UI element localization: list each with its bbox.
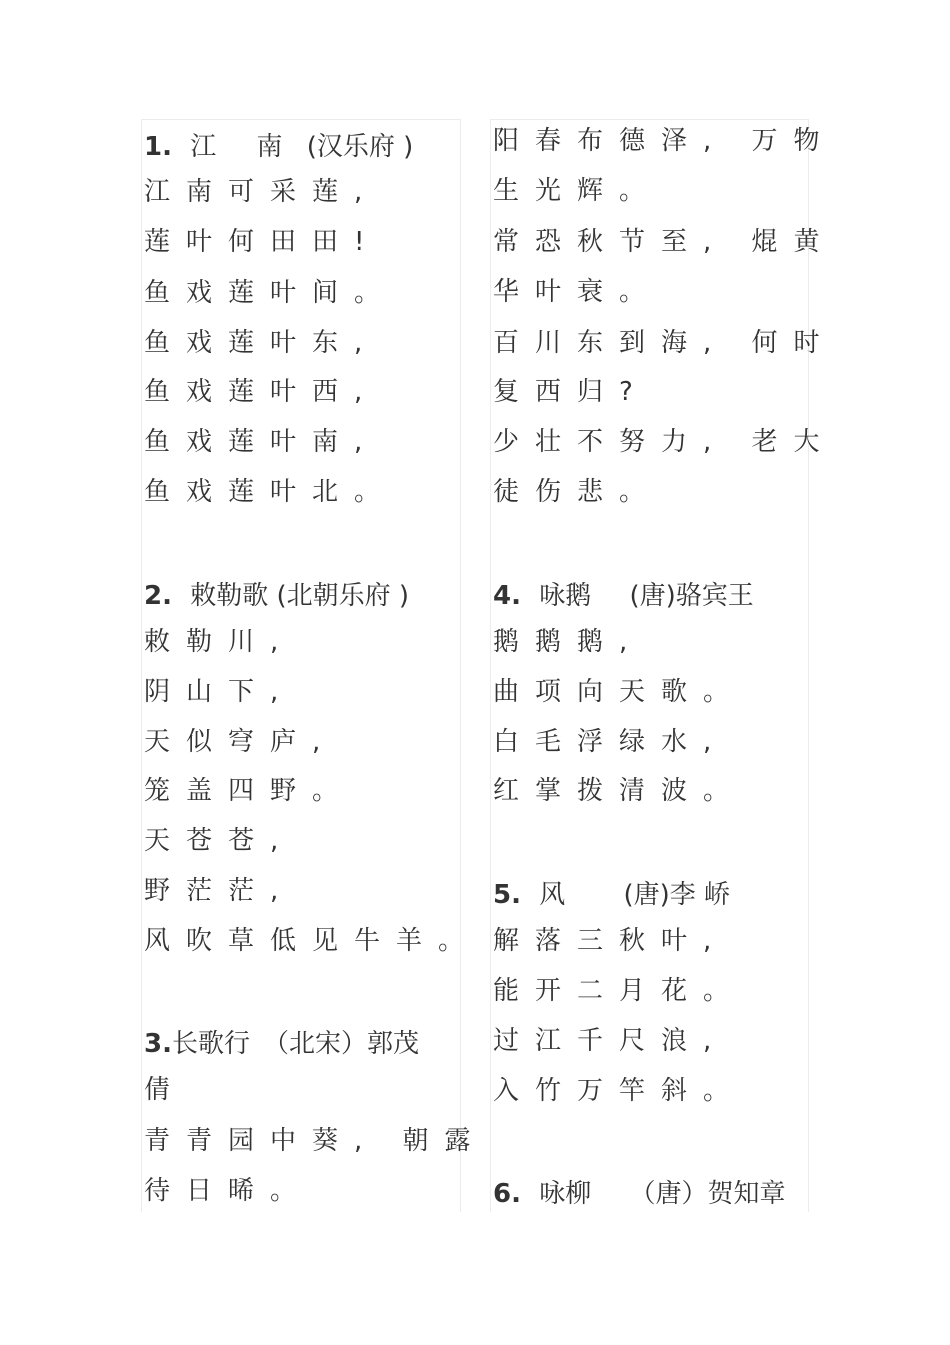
poem-number: 6.: [493, 1179, 521, 1209]
poem-line: 生光辉。: [493, 176, 662, 206]
poem-line: 鱼戏莲叶南,: [144, 427, 379, 457]
poem-line: 鹅鹅鹅,: [493, 627, 644, 657]
poem-line: 白毛浮绿水,: [493, 727, 728, 757]
poem-line: 能开二月花。: [493, 976, 746, 1006]
poem-line: 鱼戏莲叶北。: [144, 477, 397, 507]
poem-number: 4.: [493, 581, 521, 611]
poem-line: 华叶衰。: [493, 277, 662, 307]
poem-name: 敕勒歌: [190, 581, 269, 611]
poem-line: 敕勒川,: [144, 627, 295, 657]
poem-line: 解落三秋叶,: [493, 926, 728, 956]
poem-line: 风吹草低见牛羊。: [144, 926, 481, 956]
poem-name: 长歌行 （北宋）郭茂: [171, 1029, 419, 1059]
poem-name: 风: [539, 880, 566, 910]
poem-line: 莲叶何田田!: [144, 227, 381, 257]
poem-source: (唐)骆宾王: [629, 581, 754, 611]
poem-line: 红掌拨清波。: [493, 776, 746, 806]
poem-line: 常恐秋节至, 焜黄: [493, 227, 836, 257]
poem-line: 江南可采莲,: [144, 177, 379, 207]
poem-line: 阳春布德泽, 万物: [493, 126, 836, 156]
poem-line: 阴山下,: [144, 677, 295, 707]
poem-number: 2.: [144, 581, 172, 611]
poem-line: 过江千尺浪,: [493, 1026, 728, 1056]
poem-line: 待日晞。: [144, 1176, 313, 1206]
poem-title: [144, 130, 413, 164]
poem-line: 青青园中葵, 朝露: [144, 1126, 487, 1156]
poem-line: 入竹万竿斜。: [493, 1076, 746, 1106]
poem-title-wrap: 倩: [144, 1075, 171, 1105]
poem-title: [493, 1177, 786, 1211]
poem-line: 少壮不努力, 老大: [493, 427, 836, 457]
poem-line: 天苍苍,: [144, 826, 295, 856]
poem-line: 百川东到海, 何时: [493, 328, 836, 358]
poem-title: [144, 579, 409, 613]
right-column: [490, 119, 836, 1212]
poem-line: 野茫茫,: [144, 876, 295, 906]
poem-line: 徒伤悲。: [493, 477, 662, 507]
poem-line: 笼盖四野。: [144, 776, 355, 806]
poem-line: 鱼戏莲叶西,: [144, 377, 379, 407]
poem-source: （唐）贺知章: [629, 1179, 786, 1209]
poem-number: 3.: [144, 1029, 172, 1059]
poem-source: (唐)李 峤: [623, 880, 731, 910]
poem-title: [144, 1027, 419, 1061]
poem-source: (北朝乐府 ): [276, 581, 410, 611]
poem-line: 曲项向天歌。: [493, 677, 746, 707]
poem-title: [493, 878, 730, 912]
poem-line: 鱼戏莲叶东,: [144, 328, 379, 358]
poem-title: [493, 579, 754, 613]
poem-line: 复西归?: [493, 377, 649, 407]
left-column: [141, 119, 487, 1212]
poem-name: 江 南: [190, 132, 299, 162]
poem-source: (汉乐府 ): [306, 132, 414, 162]
poem-line: 天似穹庐,: [144, 727, 337, 757]
poem-line: 鱼戏莲叶间。: [144, 278, 397, 308]
poem-name: 咏鹅: [539, 581, 592, 611]
poem-number: 5.: [493, 880, 521, 910]
poem-number: 1.: [144, 132, 172, 162]
poem-name: 咏柳: [539, 1179, 592, 1209]
